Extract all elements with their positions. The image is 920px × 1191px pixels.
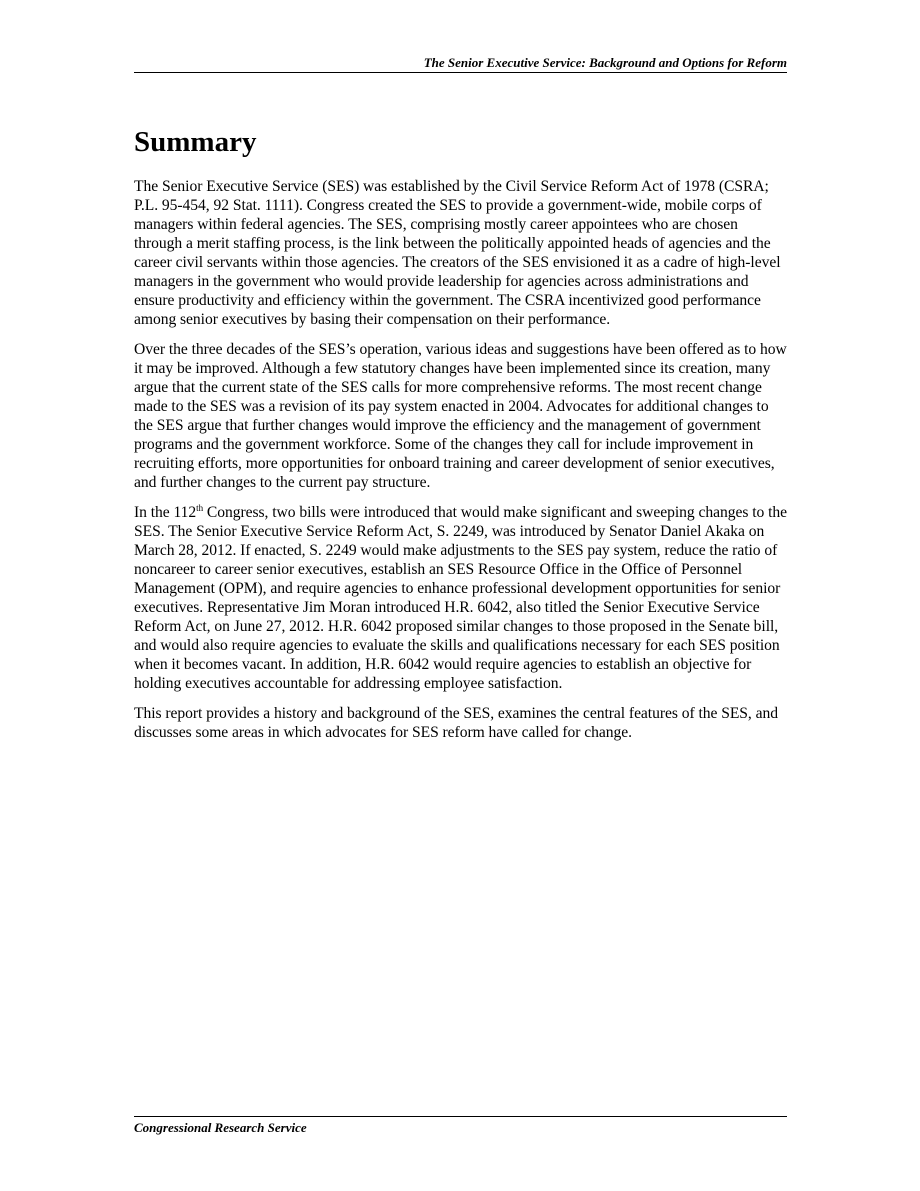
footer-divider (134, 1116, 787, 1117)
running-header: The Senior Executive Service: Background and Options for Reform (423, 55, 787, 70)
summary-paragraph-1: The Senior Executive Service (SES) was established by the Civil Service Reform Act of 1978 (CSRA; P.L. 95-454, 92 Stat. 1111). Congress created the SES to provide a government-wide, mobile corps of managers within federal agencies. The SES, comprising mostly career appointees who are chosen through a merit staffing process, is the link between the politically appointed heads of agencies and the career civil servants within those agencies. The creators of the SES envisioned it as a cadre of high-level managers in the government who would provide leadership for agencies across administrations and ensure productivity and efficiency within the government. The CSRA incentivized good performance among senior executives by basing their compensation on their performance. (134, 178, 781, 328)
summary-paragraph-3 (134, 503, 787, 693)
summary-body (134, 177, 787, 753)
running-footer: Congressional Research Service (134, 1120, 307, 1135)
paragraph-3-lead: In the 112 (134, 504, 197, 521)
paragraph-3-rest: Congress, two bills were introduced that would make significant and sweeping changes to the SES. The Senior Executive Service Reform Act, S. 2249, was introduced by Senator Daniel Akaka on March 28, 2012. If enacted, S. 2249 would make adjustments to the SES pay system, reduce the ratio of noncareer to career senior executives, establish an SES Resource Office in the Office of Personnel Management (OPM), and require agencies to enhance professional development opportunities for senior executives. Representative Jim Moran introduced H.R. 6042, also titled the Senior Executive Service Reform Act, on June 27, 2012. H.R. 6042 proposed similar changes to those proposed in the Senate bill, and would also require agencies to evaluate the skills and qualifications necessary for each SES position when it becomes vacant. In addition, H.R. 6042 would require agencies to establish an objective for holding executives accountable for addressing employee satisfaction. (134, 504, 787, 692)
page-title: Summary (134, 126, 257, 158)
ordinal-suffix: th (196, 503, 204, 513)
summary-paragraph-4: This report provides a history and background of the SES, examines the central features of the SES, and discusses some areas in which advocates for SES reform have called for change. (134, 705, 778, 741)
header-divider (134, 72, 787, 73)
summary-paragraph-2: Over the three decades of the SES’s operation, various ideas and suggestions have been offered as to how it may be improved. Although a few statutory changes have been implemented since its creation, many argue that the current state of the SES calls for more comprehensive reforms. The most recent change made to the SES was a revision of its pay system enacted in 2004. Advocates for additional changes to the SES argue that further changes would improve the efficiency and the management of government programs and the government workforce. Some of the changes they call for include improvement in recruiting efforts, more opportunities for onboard training and career development of senior executives, and further changes to the current pay structure. (134, 341, 787, 491)
